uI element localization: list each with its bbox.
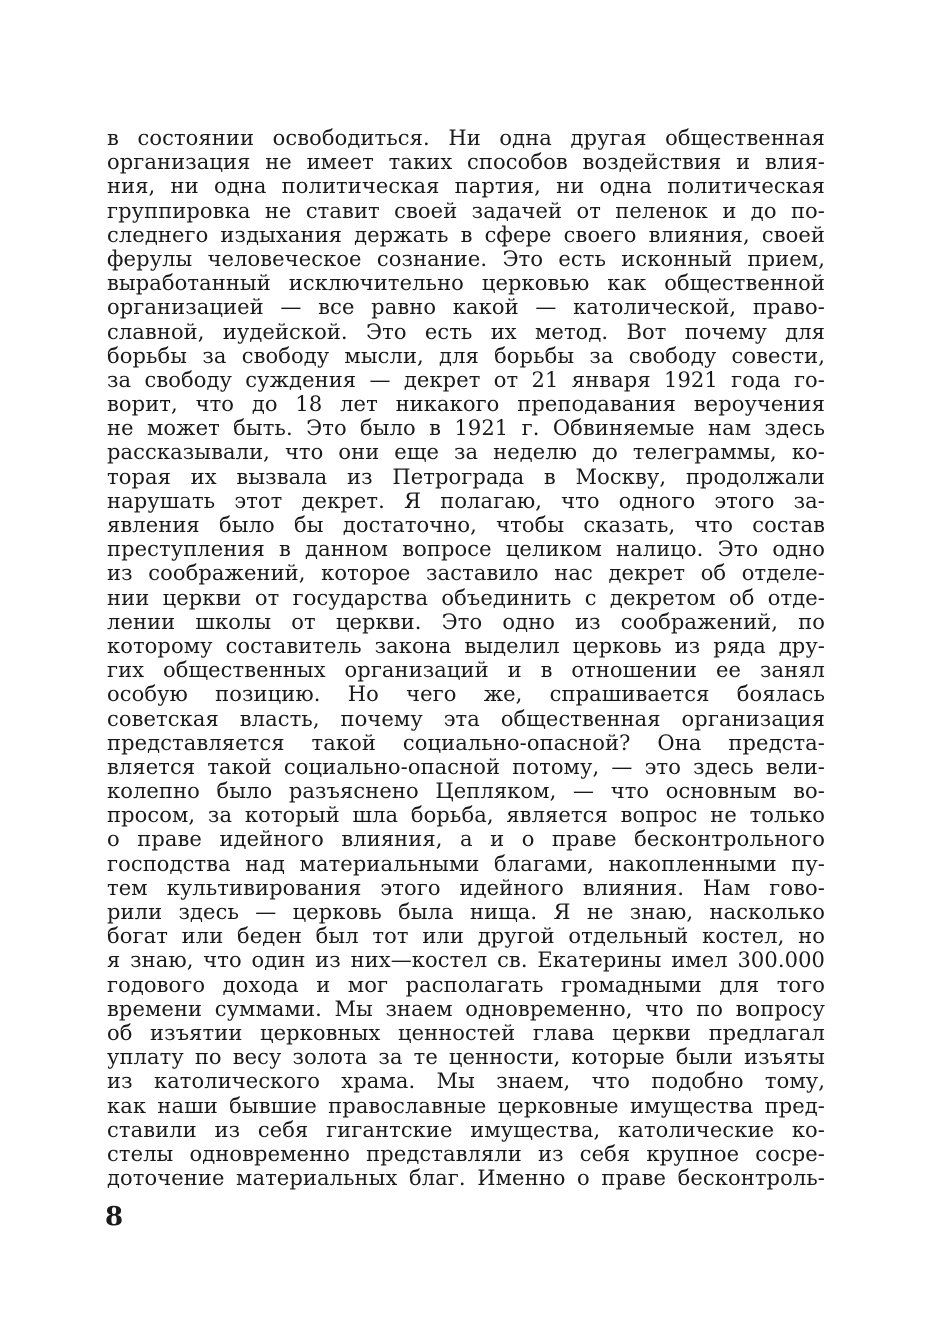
text-line: времени суммами. Мы знаем одновременно, что по вопросу [107,996,825,1021]
text-line: борьбы за свободу мысли, для борьбы за свободу совести, [107,343,825,368]
text-line: за свободу суждения — декрет от 21 января 1921 года го- [107,367,825,392]
text-line: просом, за который шла борьба, является вопрос не только [107,803,825,828]
text-line: которому составитель закона выделил церковь из ряда дру- [107,633,825,658]
text-line: как наши бывшие православные церковные имущества пред- [107,1093,825,1118]
text-line: славной, иудейской. Это есть их метод. Вот почему для [107,319,825,344]
text-line: ния, ни одна политическая партия, ни одна политическая [107,174,825,199]
text-line: из католического храма. Мы знаем, что подобно тому, [107,1069,825,1094]
text-line: рили здесь — церковь была нища. Я не знаю, насколько [107,900,825,924]
text-line: преступления в данном вопросе целиком налицо. Это одно [107,537,825,562]
text-line: вляется такой социально-опасной потому, — это здесь вели- [107,754,825,779]
text-line: особую позицию. Но чего же, спрашивается боялась [107,682,825,707]
text-line: ворит, что до 18 лет никакого преподавания вероучения [107,392,825,417]
text-line: гих общественных организаций и в отношении ее занял [107,658,825,683]
text-line: об изъятии церковных ценностей глава церкви предлагал [107,1020,825,1045]
text-line: рассказывали, что они еще за неделю до телеграммы, ко- [107,440,825,465]
text-line: торая их вызвала из Петрограда в Москву, продолжали [107,464,825,489]
text-line: группировка не ставит своей задачей от пеленок и до по- [107,198,825,223]
text-line: следнего издыхания держать в сфере своего влияния, своей [107,222,825,247]
text-line: ферулы человеческое сознание. Это есть исконный прием, [107,246,825,271]
text-line: колепно было разъяснено Цепляком, — что основным во- [107,779,825,804]
text-line: из соображений, которое заставило нас декрет об отделе- [107,561,825,586]
text-line: представляется такой социально-опасной? Она предста- [107,730,825,755]
text-line: о праве идейного влияния, а и о праве бесконтрольного [107,827,825,852]
text-line: организация не имеет таких способов воздействия и влия- [107,150,825,175]
text-line: лении школы от церкви. Это одно из соображений, по [107,609,825,634]
text-line: нии церкви от государства объединить с декретом об отде- [107,585,825,610]
text-line: советская власть, почему эта общественная организация [107,706,825,731]
text-line: годового дохода и мог располагать громадными для того [107,972,825,997]
text-line: я знаю, что один из них—костел св. Екатерины имел 300.000 [107,948,825,973]
text-line: господства над материальными благами, накопленными пу- [107,851,825,876]
text-line: выработанный исключительно церковью как общественной [107,271,825,296]
text-line: организацией — все равно какой — католической, право- [107,295,825,320]
text-line: доточение материальных благ. Именно о праве бесконтроль- [107,1166,825,1191]
text-line: ставили из себя гигантские имущества, католические ко- [107,1117,825,1142]
text-line: нарушать этот декрет. Я полагаю, что одного этого за- [107,488,825,513]
text-line: тем культивирования этого идейного влияния. Нам гово- [107,875,825,900]
text-line: не может быть. Это было в 1921 г. Обвиняемые нам здесь [107,416,825,441]
body-text [107,126,825,1190]
text-line: явления было бы достаточно, чтобы сказать, что состав [107,513,825,537]
text-line: стелы одновременно представляли из себя крупное сосре- [107,1141,825,1166]
page-number: 8 [105,1202,124,1232]
text-line: в состоянии освободиться. Ни одна другая общественная [107,126,825,150]
text-line: уплату по весу золота за те ценности, которые были изъяты [107,1045,825,1070]
text-line: богат или беден был тот или другой отдельный костел, но [107,924,825,949]
